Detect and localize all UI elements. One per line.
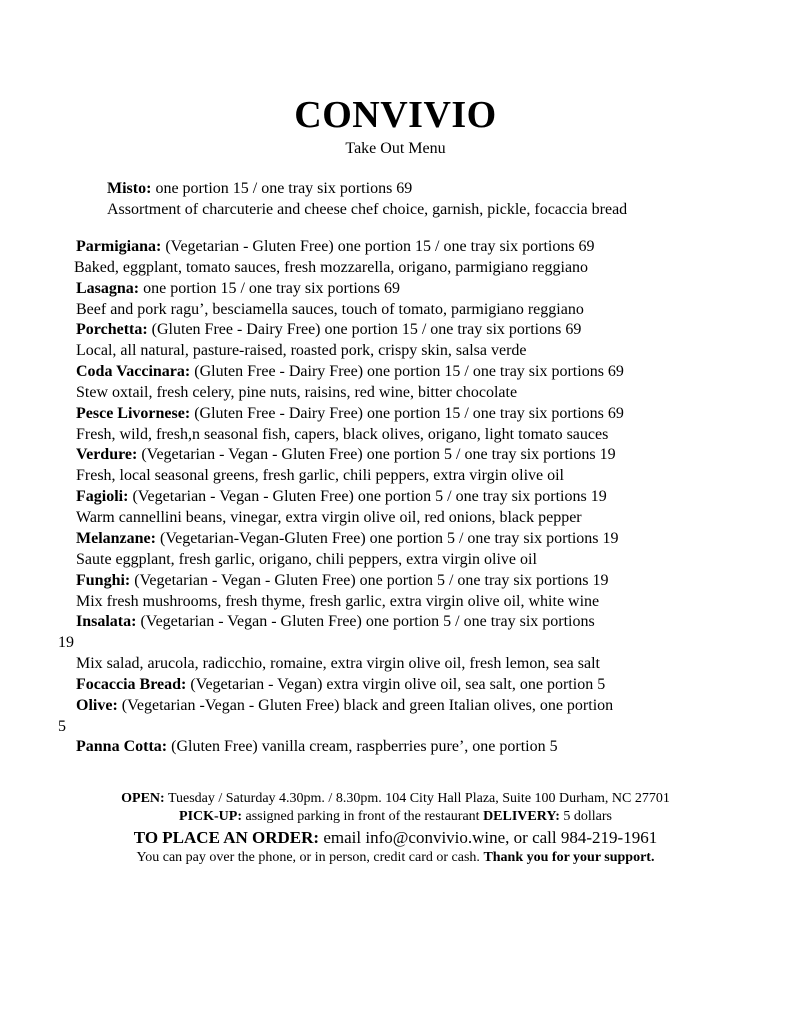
menu-item-parmigiana <box>76 237 595 257</box>
item-name: Olive: <box>76 697 118 714</box>
menu-item-melanzane <box>76 529 619 549</box>
item-name: Pesce Livornese: <box>76 405 191 422</box>
item-name: Verdure: <box>76 446 138 463</box>
item-info-wrap: 19 <box>58 634 74 651</box>
menu-item-coda-vaccinara <box>76 362 624 382</box>
payment-text: You can pay over the phone, or in person, credit card or cash. <box>136 850 484 865</box>
footer-pickup-delivery <box>0 808 791 826</box>
pickup-text: assigned parking in front of the restaurant <box>242 809 484 824</box>
item-info: (Gluten Free - Dairy Free) one portion 15 / one tray six portions 69 <box>190 405 624 422</box>
item-name: Focaccia Bread: <box>76 676 187 693</box>
item-description: Stew oxtail, fresh celery, pine nuts, raisins, red wine, bitter chocolate <box>76 384 518 401</box>
item-name: Panna Cotta: <box>76 738 168 755</box>
item-info: one portion 15 / one tray six portions 69 <box>139 280 400 297</box>
item-info: (Vegetarian-Vegan-Gluten Free) one portion 5 / one tray six portions 19 <box>155 530 619 547</box>
item-name: Coda Vaccinara: <box>76 363 191 380</box>
menu-item-funghi <box>76 571 609 591</box>
menu-item-lasagna <box>76 279 400 299</box>
item-name: Funghi: <box>76 572 131 589</box>
open-label: OPEN: <box>121 791 165 806</box>
footer-order <box>0 827 791 849</box>
item-info: (Vegetarian - Vegan - Gluten Free) one portion 5 / one tray six portions <box>136 613 595 630</box>
item-name: Insalata: <box>76 613 137 630</box>
menu-item-focaccia-bread <box>76 675 605 695</box>
delivery-label: DELIVERY: <box>483 809 560 824</box>
item-description: Fresh, wild, fresh,n seasonal fish, capers, black olives, origano, light tomato sauces <box>76 426 609 443</box>
menu-item-panna-cotta <box>76 737 558 757</box>
menu-item-pesce-livornese <box>76 404 624 424</box>
item-name: Misto: <box>107 180 152 197</box>
item-description: Mix salad, arucola, radicchio, romaine, extra virgin olive oil, fresh lemon, sea salt <box>76 655 600 672</box>
item-description: Fresh, local seasonal greens, fresh garlic, chili peppers, extra virgin olive oil <box>76 467 564 484</box>
item-description: Baked, eggplant, tomato sauces, fresh mozzarella, origano, parmigiano reggiano <box>74 259 589 276</box>
item-info: (Gluten Free - Dairy Free) one portion 15 / one tray six portions 69 <box>190 363 624 380</box>
item-info-wrap: 5 <box>58 718 66 735</box>
item-description: Beef and pork ragu’, besciamella sauces, touch of tomato, parmigiano reggiano <box>76 301 584 318</box>
page-title: CONVIVIO <box>294 94 497 136</box>
item-description: Mix fresh mushrooms, fresh thyme, fresh garlic, extra virgin olive oil, white wine <box>76 593 600 610</box>
item-description: Warm cannellini beans, vinegar, extra virgin olive oil, red onions, black pepper <box>76 509 582 526</box>
delivery-text: 5 dollars <box>559 809 612 824</box>
item-info: (Vegetarian - Vegan) extra virgin olive oil, sea salt, one portion 5 <box>186 676 606 693</box>
item-info: (Vegetarian - Gluten Free) one portion 15 / one tray six portions 69 <box>161 238 595 255</box>
item-name: Fagioli: <box>76 488 129 505</box>
item-description: Local, all natural, pasture-raised, roasted pork, crispy skin, salsa verde <box>76 342 527 359</box>
item-info: (Gluten Free - Dairy Free) one portion 15 / one tray six portions 69 <box>147 321 582 338</box>
order-label: TO PLACE AN ORDER: <box>133 828 320 847</box>
order-text: email info@convivio.wine, or call 984-219-1961 <box>319 828 658 847</box>
open-text: Tuesday / Saturday 4.30pm. / 8.30pm. 104 City Hall Plaza, Suite 100 Durham, NC 27701 <box>164 791 670 806</box>
footer-hours <box>0 790 791 808</box>
item-info: (Vegetarian - Vegan - Gluten Free) one portion 5 / one tray six portions 19 <box>130 572 609 589</box>
menu-item-porchetta <box>76 320 581 340</box>
item-name: Lasagna: <box>76 280 140 297</box>
item-info: (Vegetarian -Vegan - Gluten Free) black and green Italian olives, one portion <box>117 697 614 714</box>
page-subtitle: Take Out Menu <box>345 140 446 157</box>
menu-item-fagioli <box>76 487 607 507</box>
item-description: Assortment of charcuterie and cheese chef choice, garnish, pickle, focaccia bread <box>107 201 628 218</box>
pickup-label: PICK-UP: <box>179 809 243 824</box>
menu-item-olive <box>76 696 613 716</box>
menu-item-insalata <box>76 612 595 632</box>
footer-payment <box>0 849 791 867</box>
item-description: Saute eggplant, fresh garlic, origano, chili peppers, extra virgin olive oil <box>76 551 537 568</box>
item-info: (Vegetarian - Vegan - Gluten Free) one portion 5 / one tray six portions 19 <box>128 488 607 505</box>
item-name: Porchetta: <box>76 321 148 338</box>
item-info: (Vegetarian - Vegan - Gluten Free) one portion 5 / one tray six portions 19 <box>137 446 616 463</box>
item-info: one portion 15 / one tray six portions 69 <box>151 180 413 197</box>
menu-item-verdure <box>76 445 616 465</box>
item-name: Melanzane: <box>76 530 156 547</box>
menu-item-misto <box>107 179 412 199</box>
item-name: Parmigiana: <box>76 238 162 255</box>
thanks-text: Thank you for your support. <box>483 850 655 865</box>
item-info: (Gluten Free) vanilla cream, raspberries pure’, one portion 5 <box>167 738 558 755</box>
